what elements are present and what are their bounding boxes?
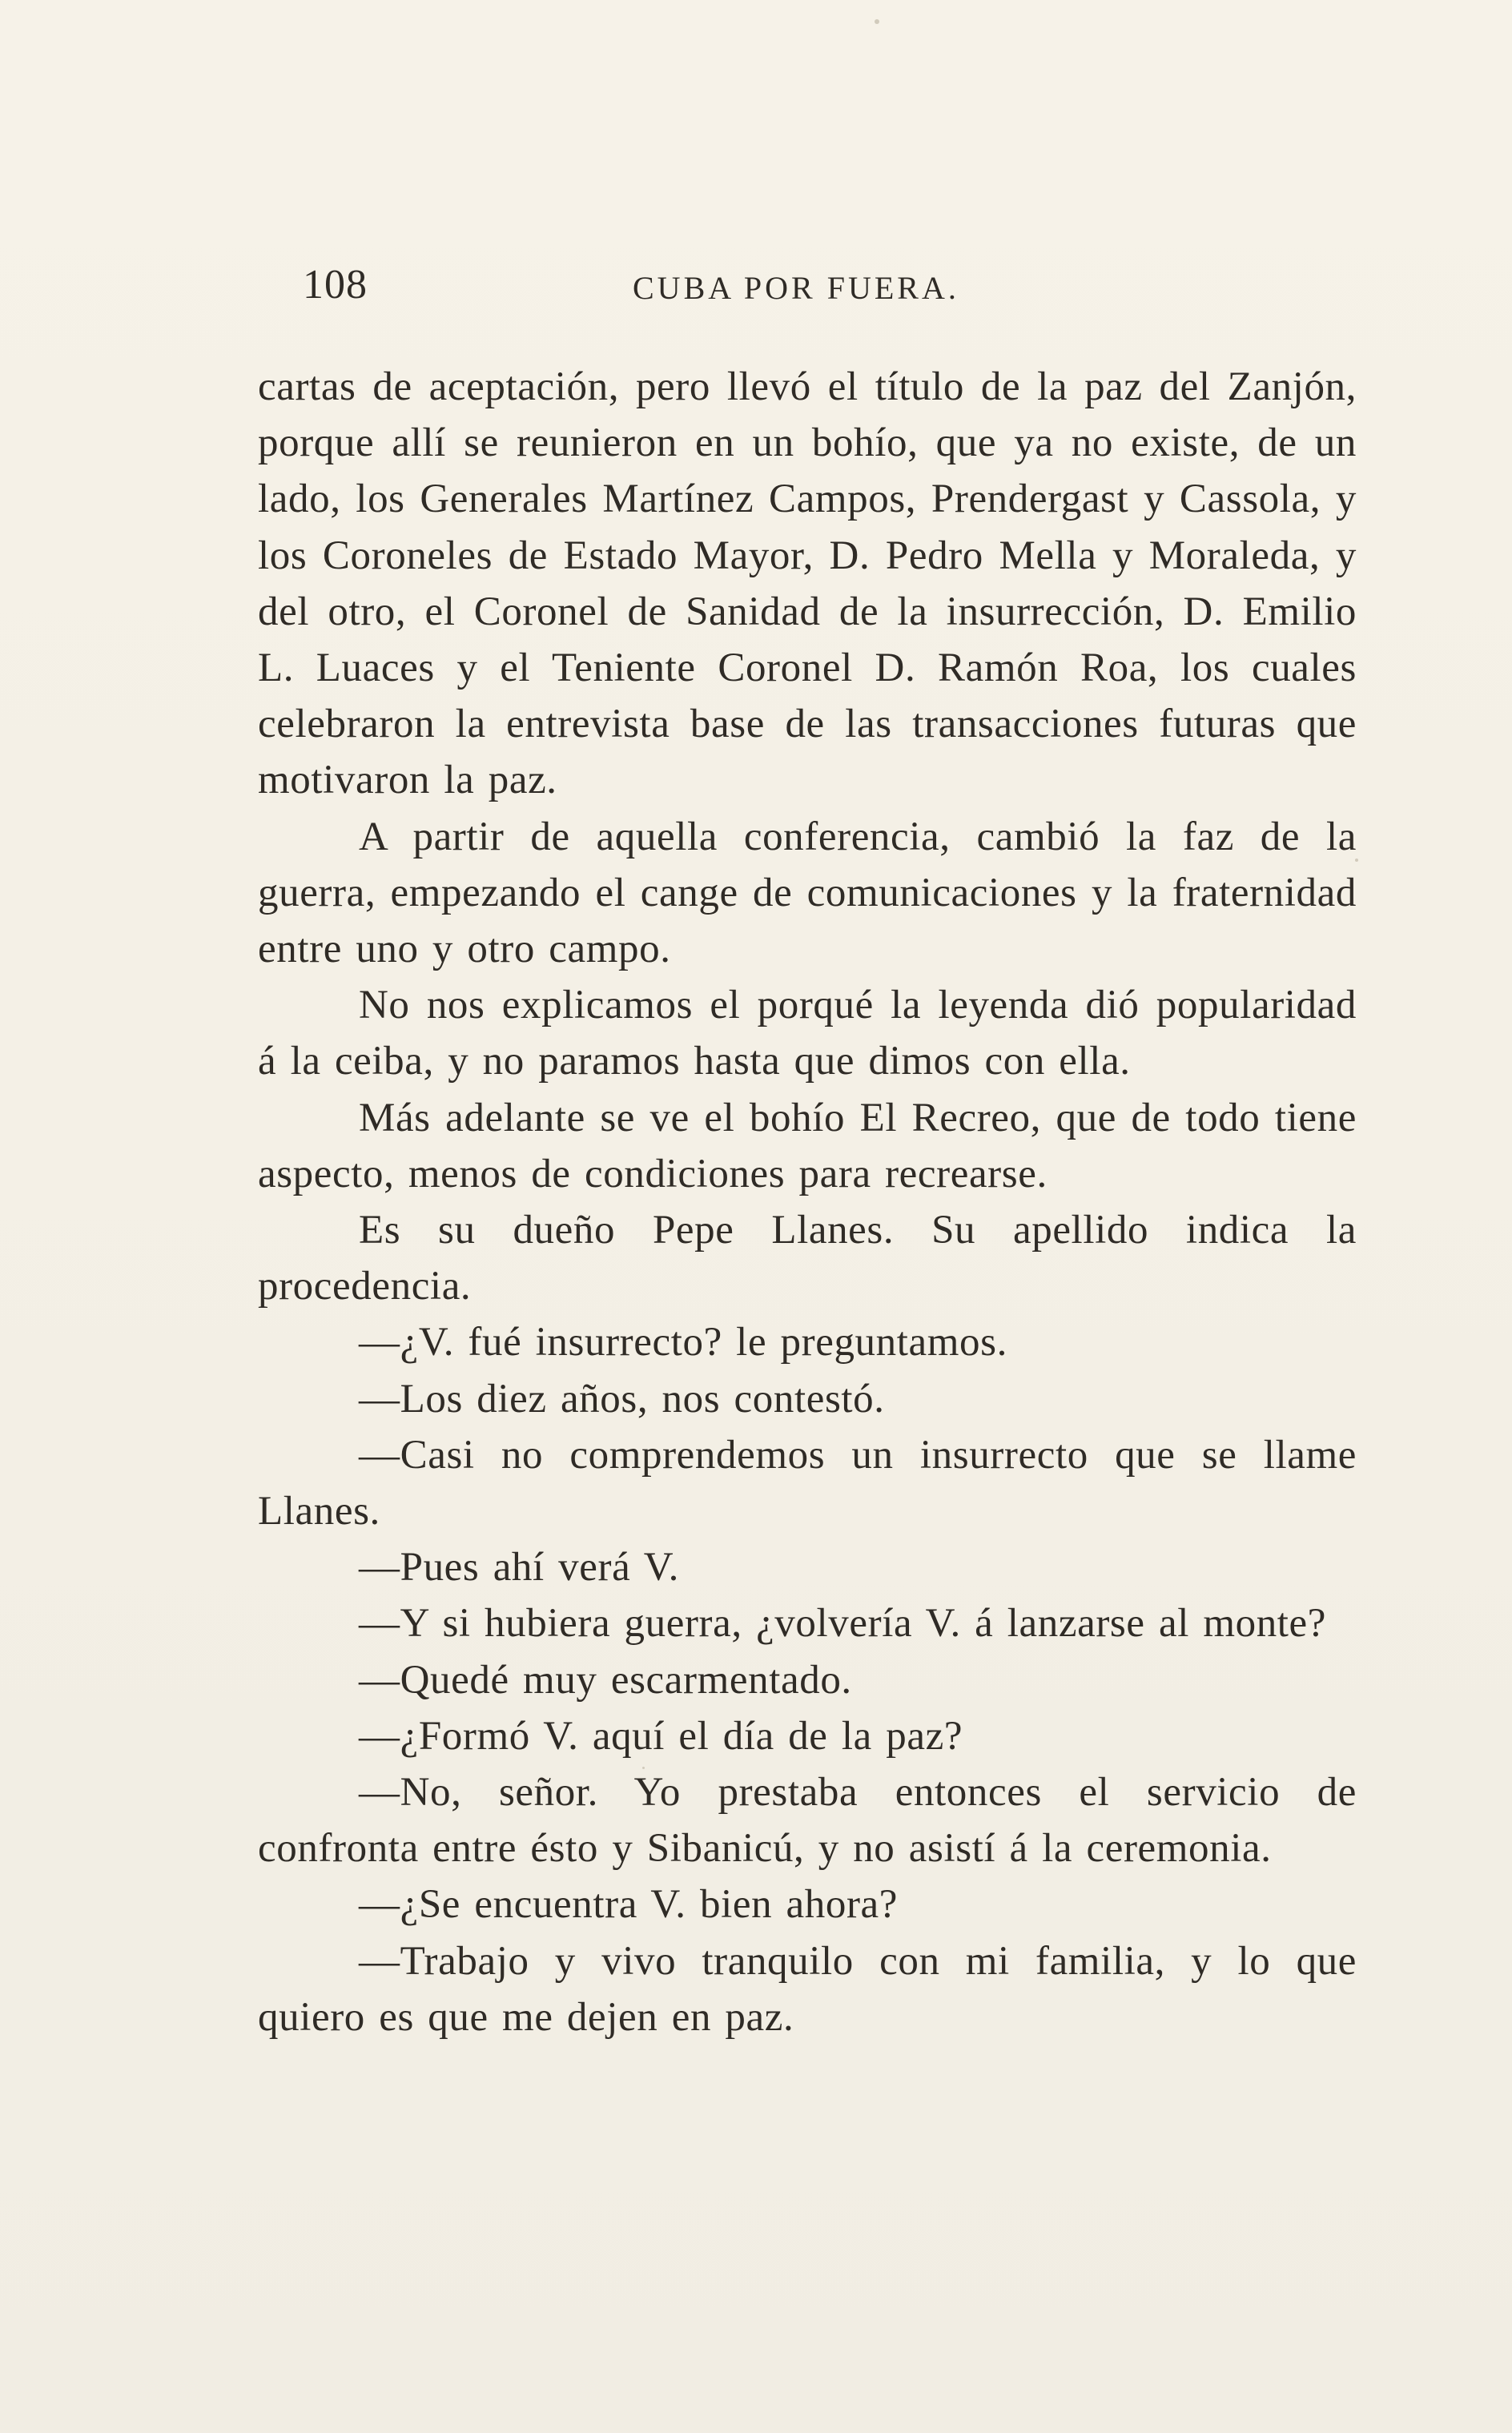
dialogue-line: —Y si hubiera guerra, ¿volvería V. á lanzarse al monte? bbox=[359, 1601, 1327, 1647]
paper-speck bbox=[875, 19, 879, 24]
paragraph-el-recreo: Más adelante se ve el bohío El Recreo, que de todo tiene aspecto, menos de condiciones para recrearse. bbox=[258, 1095, 1357, 1196]
paragraph-pepe-llanes: Es su dueño Pepe Llanes. Su apellido indica la procedencia. bbox=[258, 1208, 1357, 1309]
dialogue-line: —¿Formó V. aquí el día de la paz? bbox=[359, 1713, 963, 1759]
dialogue-line: —Casi no comprendemos un insurrecto que se llame Llanes. bbox=[258, 1432, 1357, 1534]
dialogue-line: —Los diez años, nos contestó. bbox=[359, 1376, 885, 1422]
dialogue-line: —¿Se encuentra V. bien ahora? bbox=[359, 1882, 899, 1928]
dialogue-line: —No, señor. Yo prestaba entonces el servicio de confronta entre ésto y Sibanicú, y no asistí á la ceremonia. bbox=[258, 1770, 1357, 1872]
dialogue-line: —¿V. fué insurrecto? le preguntamos. bbox=[359, 1320, 1007, 1365]
paragraph-continuation: cartas de aceptación, pero llevó el título de la paz del Zanjón, porque allí se reunieron en un bohío, que ya no existe, de un lado, los Generales Martínez Campos, Prendergast y Cassola, y los Coroneles de Estado Mayor, D. Pedro Mella y Moraleda, y del otro, el Coronel de Sanidad de la insurrección, D. Emilio L. Luaces y el Teniente Coronel D. Ramón Roa, los cuales celebraron la entrevista base de las transacciones futuras que motivaron la paz. bbox=[258, 364, 1357, 803]
dialogue-line: —Quedé muy escarmentado. bbox=[359, 1657, 852, 1703]
paragraph-conference: A partir de aquella conferencia, cambió la faz de la guerra, empezando el cange de comunicaciones y la fraternidad entre uno y otro campo. bbox=[258, 814, 1357, 972]
running-title: CUBA POR FUERA. bbox=[633, 270, 959, 306]
dialogue-line: —Pues ahí verá V. bbox=[359, 1545, 679, 1590]
paragraph-ceiba: No nos explicamos el porqué la leyenda dió popularidad á la ceiba, y no paramos hasta que dimos con ella. bbox=[258, 983, 1357, 1084]
page-body bbox=[258, 359, 1357, 2045]
page-header bbox=[288, 264, 1169, 320]
dialogue-line: —Trabajo y vivo tranquilo con mi familia, y lo que quiero es que me dejen en paz. bbox=[258, 1938, 1357, 2040]
page-number: 108 bbox=[303, 262, 368, 308]
